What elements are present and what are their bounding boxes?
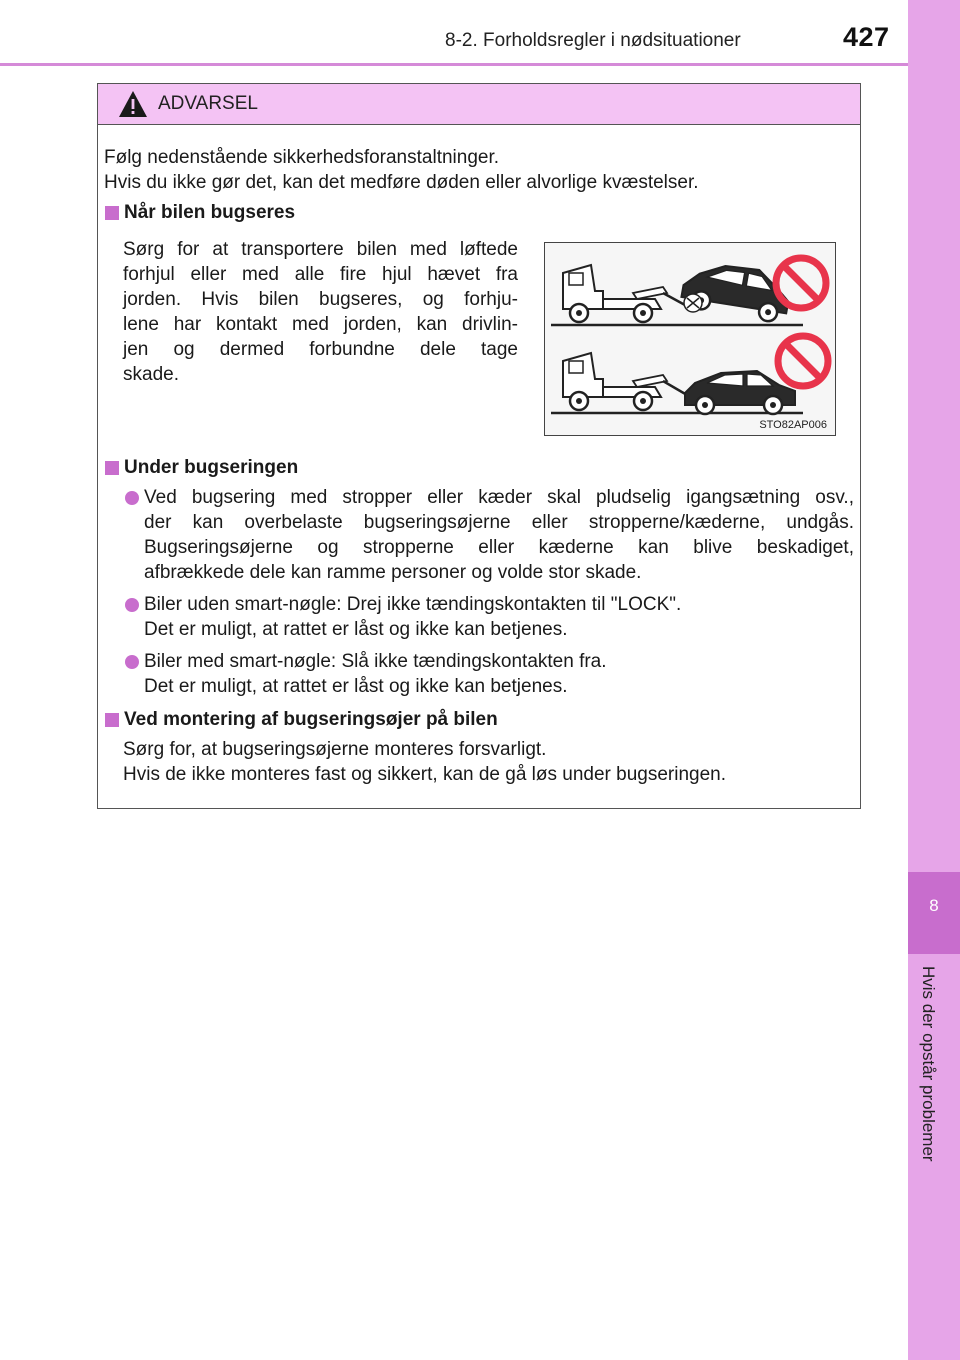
chapter-title: Hvis der opstår problemer [919, 966, 938, 1162]
paragraph-line: skade. [123, 364, 179, 385]
bullet-line: Det er muligt, at rattet er låst og ikke kan betjenes. [144, 676, 568, 697]
section-square-icon [105, 713, 119, 727]
paragraph-line: Sørg for at transportere bilen med løftede [123, 239, 518, 260]
paragraph-line: jen og dermed forbundne dele tage [123, 339, 518, 360]
section-square-icon [105, 206, 119, 220]
bullet-line: der kan overbelaste bugseringsøjerne eller stropperne/kæderne, undgås. [144, 512, 854, 533]
bullet-dot-icon [125, 491, 139, 505]
section-title: 8-2. Forholdsregler i nødsituationer [445, 30, 741, 51]
section-heading-during-towing: Under bugseringen [124, 457, 299, 478]
warning-triangle-icon [118, 90, 148, 118]
intro-line: Følg nedenstående sikkerhedsforanstaltninger. [104, 147, 500, 168]
paragraph-line: Sørg for, at bugseringsøjerne monteres forsvarligt. [123, 739, 547, 760]
warning-intro [104, 145, 699, 195]
page-number: 427 [843, 22, 890, 52]
paragraph-line: lene har kontakt med jorden, kan drivlin- [123, 314, 518, 335]
bullet-item [144, 592, 681, 642]
bullet-line: Biler uden smart-nøgle: Drej ikke tændingskontakten til "LOCK". [144, 594, 682, 615]
towing-paragraph [123, 237, 518, 387]
chapter-number: 8 [929, 896, 939, 915]
section-heading-mounting: Ved montering af bugseringsøjer på bilen [124, 709, 498, 730]
bullet-line: afbrækkede dele kan ramme personer og volde stor skade. [144, 562, 642, 583]
towing-illustration [544, 242, 836, 436]
bullet-line: Biler med smart-nøgle: Slå ikke tændingskontakten fra. [144, 651, 607, 672]
section-square-icon [105, 461, 119, 475]
towing-diagram-icon [545, 243, 835, 435]
bullet-item [144, 485, 854, 585]
mounting-paragraph [123, 737, 726, 787]
bullet-dot-icon [125, 598, 139, 612]
bullet-item [144, 649, 607, 699]
bullet-line: Ved bugsering med stropper eller kæder skal pludselig igangsætning osv., [144, 487, 854, 508]
intro-line: Hvis du ikke gør det, kan det medføre døden eller alvorlige kvæstelser. [104, 172, 699, 193]
section-heading-towing: Når bilen bugseres [124, 202, 296, 223]
header-divider [0, 63, 908, 66]
bullet-line: Det er muligt, at rattet er låst og ikke kan betjenes. [144, 619, 568, 640]
figure-code: STO82AP006 [759, 419, 827, 431]
bullet-dot-icon [125, 655, 139, 669]
paragraph-line: jorden. Hvis bilen bugseres, og forhju- [123, 289, 518, 310]
paragraph-line: Hvis de ikke monteres fast og sikkert, kan de gå løs under bugseringen. [123, 764, 727, 785]
paragraph-line: forhjul eller med alle fire hjul hævet fra [123, 264, 518, 285]
bullet-line: Bugseringsøjerne og stropperne eller kæderne kan blive beskadiget, [144, 537, 854, 558]
warning-header [98, 84, 860, 125]
warning-label: ADVARSEL [158, 93, 258, 114]
